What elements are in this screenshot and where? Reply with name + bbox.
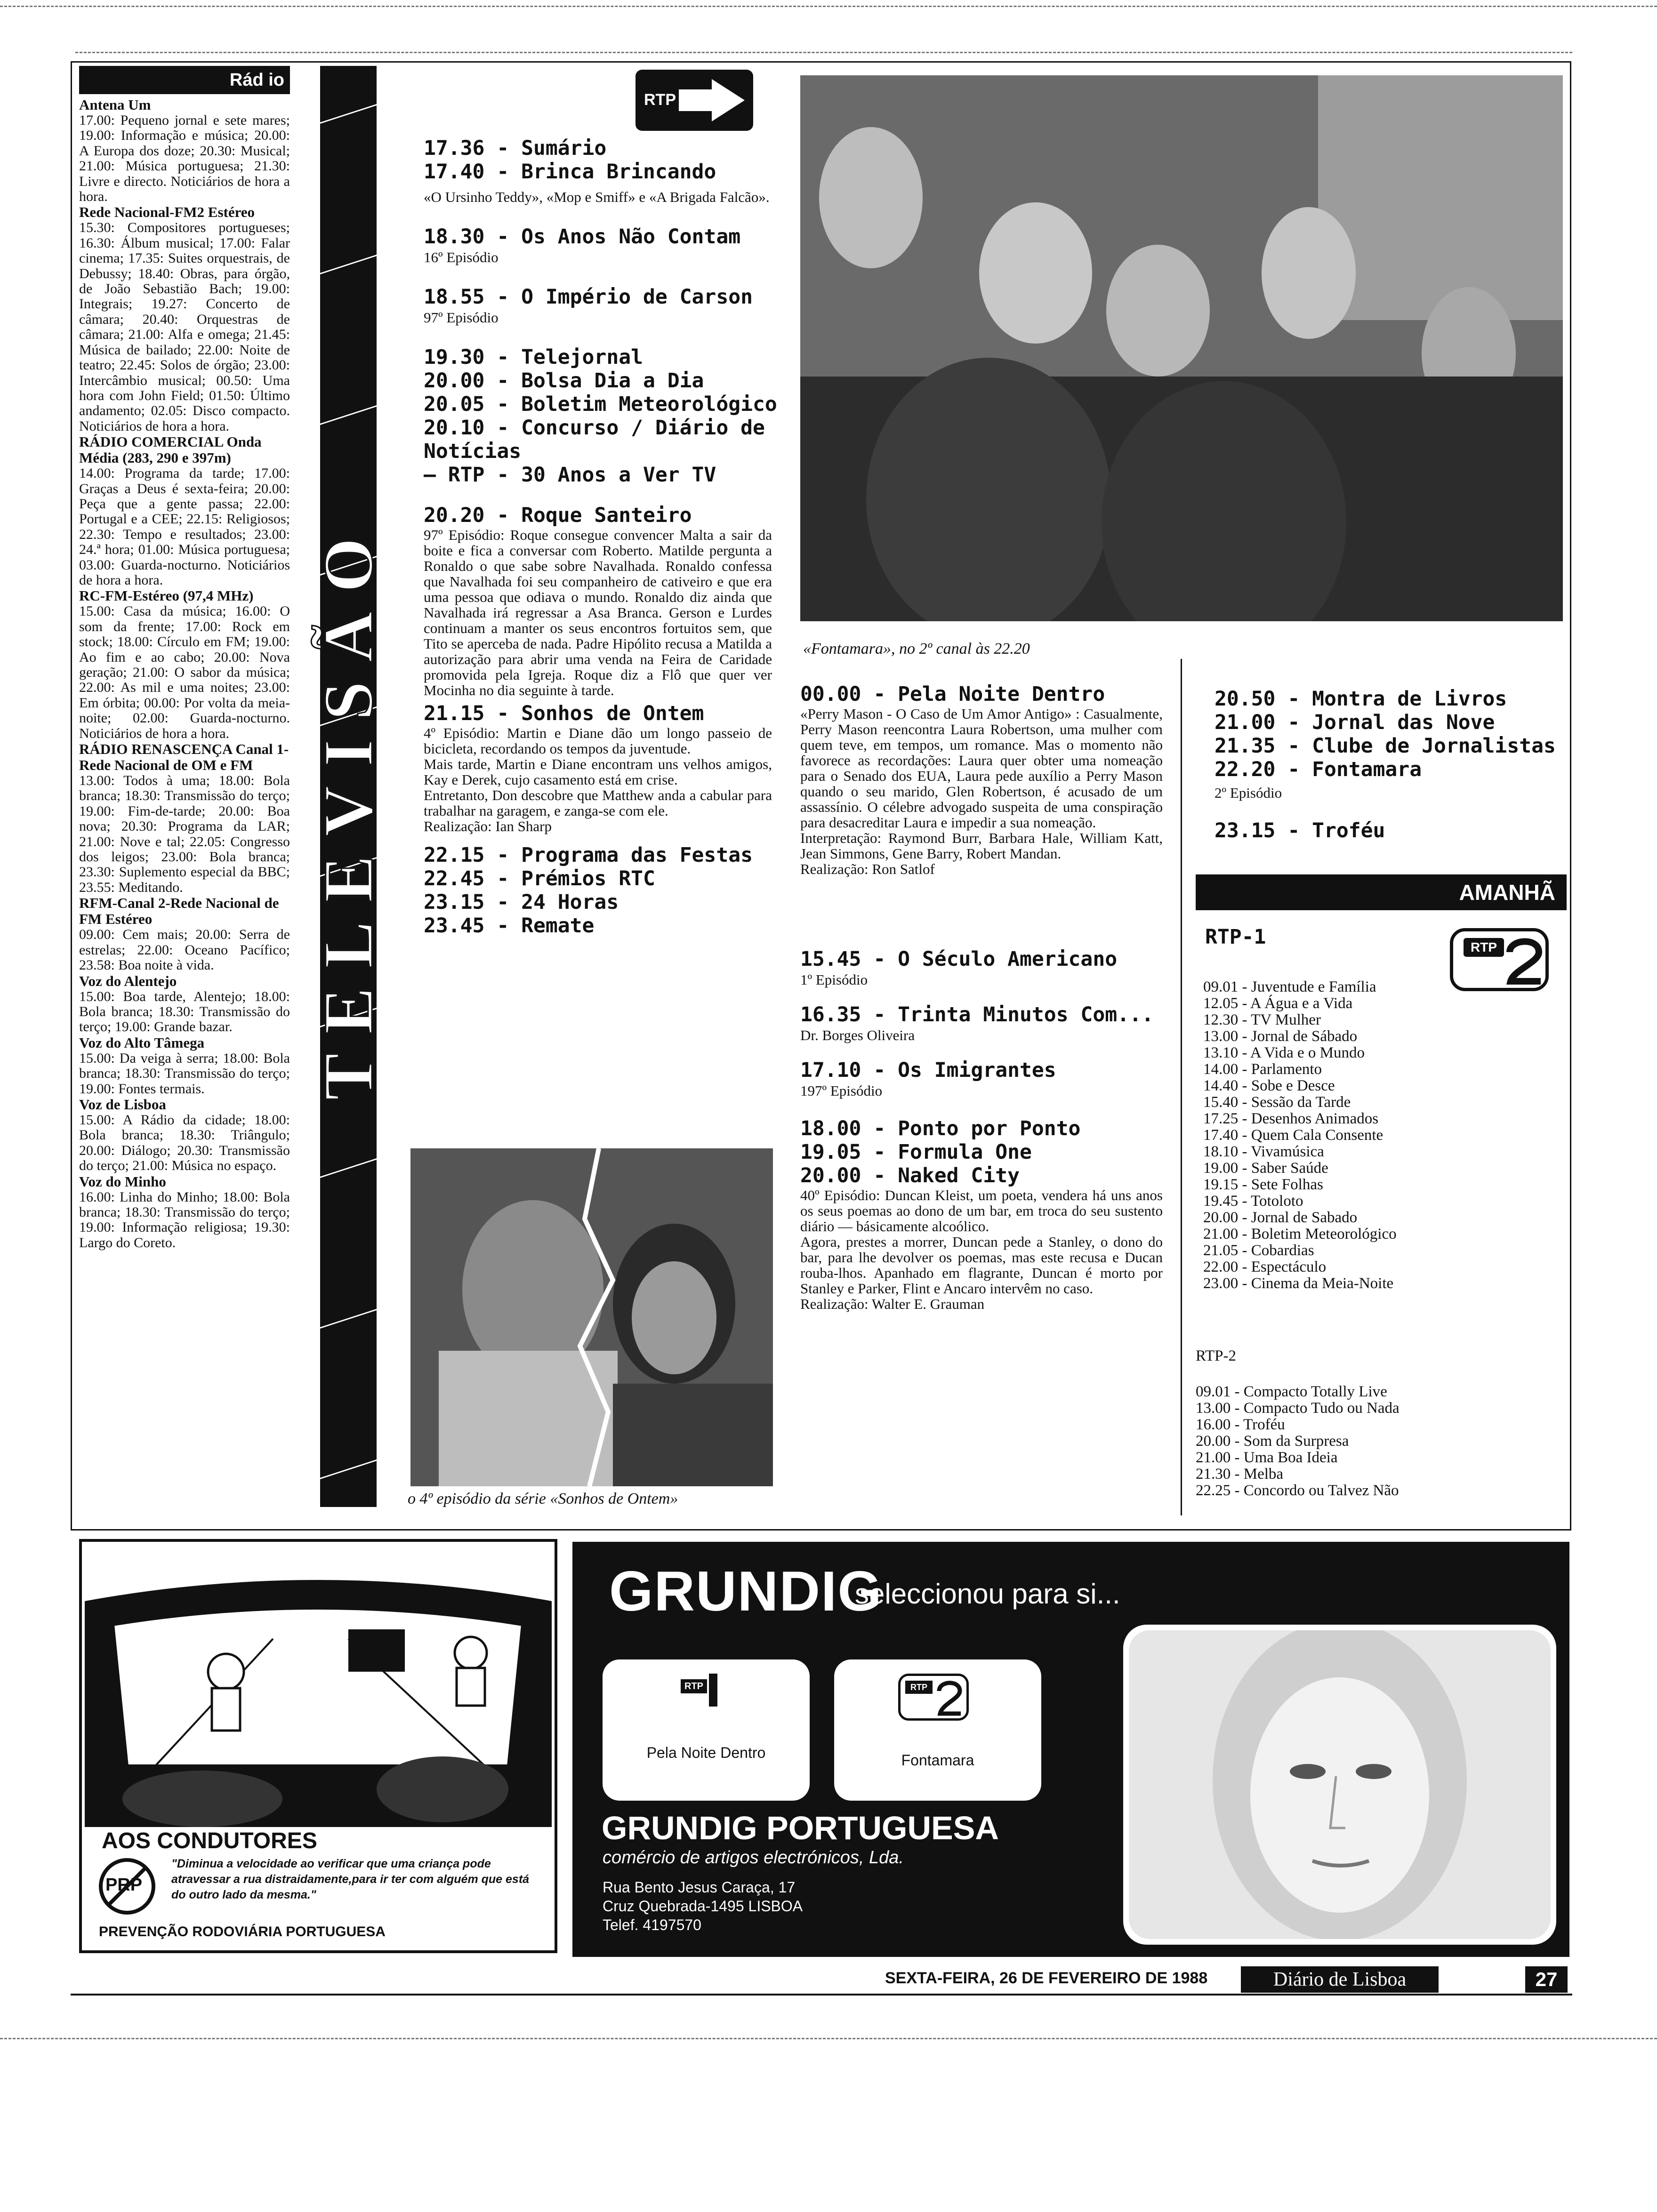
programme-desc: Entretanto, Don descobre que Matthew anda a cabular para trabalhar na garagem, e zanga-se com ele.: [424, 787, 772, 819]
station-schedule: 15.00: Casa da música; 16.00: O som da frente; 17.00: Rock em stock; 18.00: Círculo em FM; 19.00: Ao fim e ao cabo; 20.00: Nova geração; 21.00: O sabor da música; 22.00: As mil e uma noites; 23.00: Em órbita; 00.00: Por volta da meia-noite; 02.00: Guarda-nocturno. Noticiários de hora a hora.: [79, 603, 290, 741]
programme-desc: 1º Episódio: [800, 971, 868, 988]
radio-station: [79, 1035, 290, 1097]
schedule-item: 19.45 - Totoloto: [1203, 1193, 1303, 1210]
rtp2-logo: [1450, 928, 1549, 991]
station-name: Voz do Alentejo: [79, 972, 177, 989]
programme-desc: 40º Episódio: Duncan Kleist, um poeta, vendera há uns anos os seus poemas ao dono de um bar, em troca do seu sustento diário — básicamente alcoólico.: [800, 1187, 1163, 1234]
top-dashed-rule: [75, 52, 1572, 53]
schedule-item: 19.15 - Sete Folhas: [1203, 1176, 1323, 1193]
prp-title: AOS CONDUTORES: [102, 1828, 317, 1853]
radio-station: [79, 588, 290, 741]
programme-title: 19.30 - Telejornal: [424, 345, 643, 369]
schedule-item: 12.05 - A Água e a Vida: [1203, 995, 1353, 1012]
radio-station: [79, 973, 290, 1035]
programme-title: 20.10 - Concurso / Diário de Notícias: [424, 416, 765, 463]
schedule-item: 13.00 - Jornal de Sábado: [1203, 1028, 1358, 1045]
station-name: Voz de Lisboa: [79, 1096, 166, 1113]
band-stripe: [320, 255, 377, 274]
grundig-brand: GRUNDIG: [609, 1560, 883, 1623]
fontamara-photo: [800, 75, 1563, 621]
photo-caption: o 4º episódio da série «Sonhos de Ontem»: [408, 1490, 678, 1507]
programme-cast: Interpretação: Raymond Burr, Barbara Hale, William Katt, Jean Simmons, Gene Barry, Robert Mandan.: [800, 830, 1163, 862]
grundig-advert: [572, 1542, 1569, 1957]
station-schedule: 09.00: Cem mais; 20.00: Serra de estrelas; 22.00: Oceano Pacífico; 23.58: Boa noite à vida.: [79, 927, 290, 973]
programme-title: 18.00 - Ponto por Ponto: [800, 1117, 1081, 1140]
programme-desc: Agora, prestes a morrer, Duncan pede a Stanley, o dono do bar, para lhe devolver os poemas, mas este recusa e Ducan rouba-lhos. Apanhado em flagrante, Duncan é morto por Stanley e Parker, Flint e Ancaro intervêm no caso.: [800, 1234, 1163, 1297]
rtp1-logo-text: RTP: [644, 91, 676, 109]
box-rtp1-logo: RTP: [681, 1679, 707, 1693]
station-name: Rede Nacional-FM2 Estéreo: [79, 204, 255, 221]
station-name: RC-FM-Estéreo (97,4 MHz): [79, 587, 254, 604]
footer-date: SEXTA-FEIRA, 26 DE FEVEREIRO DE 1988: [885, 1969, 1208, 1987]
footer-rule: [71, 1994, 1572, 1996]
schedule-item: 13.10 - A Vida e o Mundo: [1203, 1044, 1365, 1061]
schedule-item: 22.00 - Espectáculo: [1203, 1258, 1327, 1275]
station-name: Antena Um: [79, 96, 151, 113]
programme-desc: 16º Episódio: [424, 249, 499, 265]
radio-station-list: [79, 97, 290, 1250]
programme-title: 17.10 - Os Imigrantes: [800, 1058, 1056, 1082]
tv-screen-image: [1129, 1630, 1551, 1939]
programme-title: 20.00 - Naked City: [800, 1164, 1020, 1187]
programme-title: 22.45 - Prémios RTC: [424, 867, 655, 890]
programme-title: 20.05 - Boletim Meteorológico: [424, 393, 777, 416]
station-name: RFM-Canal 2-Rede Nacional de FM Estéreo: [79, 895, 279, 928]
band-stripe: [320, 1459, 377, 1479]
grundig-company: GRUNDIG PORTUGUESA: [602, 1810, 999, 1846]
prp-logo: [99, 1858, 155, 1915]
band-stripe: [320, 104, 377, 124]
station-name: RÁDIO RENASCENÇA Canal 1-Rede Nacional de OM e FM: [79, 741, 289, 774]
programme-credit: Realização: Ian Sharp: [424, 818, 552, 834]
programme-title: 22.20 - Fontamara: [1215, 758, 1422, 781]
car-scene-illustration: [85, 1545, 552, 1827]
footer-masthead: Diário de Lisboa: [1241, 1966, 1439, 1993]
programme-title: — RTP - 30 Anos a Ver TV: [424, 463, 716, 487]
radio-station: [79, 434, 290, 588]
rtp1-label: RTP-1: [1205, 925, 1266, 949]
grundig-phone: Telef. 4197570: [603, 1916, 701, 1933]
programme-title: 18.30 - Os Anos Não Contam: [424, 225, 741, 248]
radio-header: Rád io: [79, 66, 290, 94]
schedule-item: 21.30 - Melba: [1196, 1466, 1284, 1483]
station-schedule: 16.00: Linha do Minho; 18.00: Bola branca; 18.30: Transmissão do terço; 19.00: Informação religiosa; 19.30: Largo do Coreto.: [79, 1189, 290, 1250]
rtp1-logo: [635, 70, 753, 131]
grundig-address-line1: Rua Bento Jesus Caraça, 17: [603, 1879, 796, 1896]
programme-title: 17.36 - Sumário: [424, 136, 607, 160]
tv-screen: [1123, 1625, 1556, 1945]
schedule-item: 17.40 - Quem Cala Consente: [1203, 1127, 1384, 1144]
schedule-item: 09.01 - Compacto Totally Live: [1196, 1383, 1387, 1400]
box-rtp2-label: Fontamara: [901, 1752, 974, 1769]
television-band: [309, 66, 387, 1507]
programme-title: 21.15 - Sonhos de Ontem: [424, 702, 704, 725]
rtp2-label: RTP-2: [1196, 1347, 1237, 1364]
programme-title: 20.50 - Montra de Livros: [1215, 687, 1507, 711]
programme-title: 18.55 - O Império de Carson: [424, 285, 753, 309]
station-schedule: 14.00: Programa da tarde; 17.00: Graças a Deus é sexta-feira; 20.00: Peça que a gente passa; 22.00: Portugal e a CEE; 22.15: Religiosos; 22.30: Tempo e resultados; 23.00: 24.ª hora; 01.00: Música portuguesa; 03.00: Guarda-nocturno. Noticiários de hora a hora.: [79, 465, 290, 588]
programme-title: 22.15 - Programa das Festas: [424, 843, 753, 867]
station-schedule: 17.00: Pequeno jornal e sete mares; 19.00: Informação e música; 20.00: A Europa dos doze; 20.30: Musical; 21.00: Música portuguesa; 21.30: Livre e directo. Noticiários de hora a hora.: [79, 112, 290, 205]
programme-desc: 2º Episódio: [1215, 785, 1282, 801]
programme-title: 16.35 - Trinta Minutos Com...: [800, 1003, 1154, 1026]
programme-credit: Realização: Ron Satlof: [800, 861, 935, 877]
programme-credit: Realização: Walter E. Grauman: [800, 1296, 985, 1312]
radio-station: [79, 741, 290, 895]
rtp1-arrow-icon: [679, 79, 745, 121]
rtp2-schedule-column: [800, 682, 1167, 1312]
programme-title: 21.35 - Clube de Jornalistas: [1215, 734, 1556, 758]
grundig-rtp2-box: [834, 1659, 1041, 1801]
station-name: RÁDIO COMERCIAL Onda Média (283, 290 e 397m): [79, 433, 262, 466]
programme-title: 23.15 - 24 Horas: [424, 890, 619, 914]
schedule-item: 19.00 - Saber Saúde: [1203, 1160, 1328, 1177]
programme-title: 21.00 - Jornal das Nove: [1215, 711, 1495, 734]
station-name: Voz do Minho: [79, 1173, 166, 1190]
schedule-item: 16.00 - Troféu: [1196, 1416, 1285, 1433]
prp-logo-text: PRP: [105, 1875, 143, 1895]
radio-station: [79, 1097, 290, 1174]
schedule-item: 09.01 - Juventude e Família: [1203, 978, 1376, 995]
radio-station: [79, 204, 290, 434]
box-rtp2-logo: [898, 1674, 969, 1721]
rtp2-numeral-icon: [1504, 934, 1544, 986]
programme-desc: Dr. Borges Oliveira: [800, 1027, 915, 1043]
programme-title: 20.00 - Bolsa Dia a Dia: [424, 369, 704, 393]
schedule-item: 18.10 - Vivamúsica: [1203, 1143, 1324, 1160]
rtp1-schedule-column: [424, 136, 781, 938]
station-schedule: 15.00: Boa tarde, Alentejo; 18.00: Bola branca; 18.30: Transmissão do terço; 19.00: Grande bazar.: [79, 988, 290, 1035]
programme-title: 15.45 - O Século Americano: [800, 947, 1118, 971]
band-stripe: [320, 405, 377, 425]
band-stripe: [320, 1309, 377, 1329]
station-schedule: 15.30: Compositores portugueses; 16.30: Álbum musical; 17.00: Falar cinema; 17.35: Suites orquestrais, de Debussy; 18.40: Obras, para órgão, de João Sebastião Bach; 19.00: Integrais; 19.27: Concerto de câmara; 20.40: Orquestras de câmara; 21.00: Alfa e omega; 21.45: Música de bailado; 22.00: Noite de teatro; 22.45: Solos de órgão; 23.00: Intercâmbio musical; 00.50: Uma hora com John Field; 01.50: Último andamento; 02.05: Disco compacto. Noticiários de hora a hora.: [79, 220, 290, 434]
schedule-item: 20.00 - Jornal de Sabado: [1203, 1209, 1358, 1226]
amanha-header: AMANHÃ: [1196, 874, 1567, 910]
station-name: Voz do Alto Tâmega: [79, 1034, 205, 1051]
programme-title: 23.45 - Remate: [424, 914, 595, 938]
programme-desc: «Perry Mason - O Caso de Um Amor Antigo» : Casualmente, Perry Mason reencontra Laura Robertson, uma mulher com quem teve, em tempos, um romance. Mas o momento não favorece as recordações: Laura quer obter uma nomeação para o Senado dos EUA, Laura pede auxílio a Perry Mason quando o seu marido, Glen Robertson, é acusado de um assassínio. O célebre advogado suspeita de uma conspiração para desacreditar Laura e impedir a sua nomeação.: [800, 705, 1163, 831]
schedule-item: 21.00 - Boletim Meteorológico: [1203, 1226, 1397, 1242]
prp-organisation: PREVENÇÃO RODOVIÁRIA PORTUGUESA: [99, 1924, 386, 1940]
programme-title: 23.15 - Troféu: [1215, 819, 1385, 842]
grundig-company-sub: comércio de artigos electrónicos, Lda.: [603, 1848, 904, 1867]
rtp2-evening-column: [1215, 687, 1563, 842]
programme-desc: 197º Episódio: [800, 1082, 883, 1099]
radio-station: [79, 895, 290, 973]
grundig-address-line2: Cruz Quebrada-1495 LISBOA: [603, 1898, 803, 1915]
programme-title: 00.00 - Pela Noite Dentro: [800, 682, 1105, 706]
radio-column: [79, 66, 290, 1507]
photo-illustration: [410, 1148, 773, 1486]
programme-title: 17.40 - Brinca Brincando: [424, 160, 716, 184]
programme-desc: 4º Episódio: Martin e Diane dão um longo passeio de bicicleta, recordando os tempos da juventude.: [424, 725, 772, 757]
box-rtp1-label: Pela Noite Dentro: [646, 1744, 766, 1761]
prp-advert: [79, 1539, 557, 1953]
prp-quote: "Diminua a velocidade ao verificar que uma criança pode atravessar a rua distraidamente,para ir ter com alguém que está do outro lado da mesma.": [171, 1857, 530, 1901]
box-rtp2-logo-text: RTP: [905, 1681, 933, 1694]
programme-title: 20.20 - Roque Santeiro: [424, 504, 692, 527]
column-divider: [1181, 659, 1182, 1515]
programme-desc: Mais tarde, Martin e Diane encontram uns velhos amigos, Kay e Derek, cujo casamento está em crise.: [424, 756, 772, 788]
schedule-item: 13.00 - Compacto Tudo ou Nada: [1196, 1400, 1400, 1417]
schedule-item: 21.05 - Cobardias: [1203, 1242, 1314, 1259]
television-title: TELEVISÃO: [309, 519, 387, 1100]
programme-desc: 97º Episódio: Roque consegue convencer Malta a sair da boite e fica a conversar com Roberto. Matilde pergunta a Ronaldo o que sabe sobre Navalhada. Ronaldo confessa que Navalhada foi seu companheiro de cativeiro e que era uma pessoa que odiava o mundo. Ronaldo diz ainda que Navalhada irá regressar a Asa Branca. Gerson e Lurdes continuam a manter os seus encontros fortuitos sem, que Tito se aperceba de nada. Padre Hipólito recusa a Matilda a autorização para abrir uma venda na Feira de Caridade promovida pela Igreja. Roque diz a Flô que quer ver Mocinha no dia seguinte à tarde.: [424, 527, 772, 698]
photo-illustration: [800, 75, 1563, 621]
footer-page-number: 27: [1525, 1966, 1568, 1993]
rtp1-tomorrow-list: [1203, 979, 1397, 1292]
box-rtp2-numeral-icon: [935, 1678, 964, 1717]
schedule-item: 23.00 - Cinema da Meia-Noite: [1203, 1275, 1394, 1292]
station-schedule: 15.00: Da veiga à serra; 18.00: Bola branca; 18.30: Transmissão do terço; 19.00: Fontes termais.: [79, 1050, 290, 1097]
programme-title: 19.05 - Formula One: [800, 1140, 1032, 1164]
prp-slash-icon: [103, 1862, 152, 1911]
rtp2-tomorrow-list: [1196, 1384, 1400, 1499]
schedule-item: 14.00 - Parlamento: [1203, 1061, 1322, 1078]
schedule-item: 20.00 - Som da Surpresa: [1196, 1433, 1349, 1450]
programme-desc: 97º Episódio: [424, 309, 499, 326]
rtp2-logo-text: RTP: [1464, 938, 1504, 957]
schedule-item: 17.25 - Desenhos Animados: [1203, 1110, 1379, 1127]
station-schedule: 13.00: Todos à uma; 18.00: Bola branca; 18.30: Transmissão do terço; 19.00: Fim-de-tarde; 20.00: Boa nova; 20.30: Programa da LAR; 21.00: Nove e tal; 22.05: Congresso dos leigos; 23.00: Bola branca; 23.30: Suplemento especial da BBC; 23.55: Meditando.: [79, 773, 290, 895]
radio-station: [79, 1174, 290, 1251]
grundig-tagline: seleccionou para si...: [855, 1578, 1120, 1610]
schedule-item: 12.30 - TV Mulher: [1203, 1011, 1321, 1028]
radio-station: [79, 97, 290, 204]
box-rtp1-numeral-icon: [709, 1674, 717, 1707]
programme-desc: «O Ursinho Teddy», «Mop e Smiff» e «A Brigada Falcão».: [424, 189, 770, 205]
station-schedule: 15.00: A Rádio da cidade; 18.00: Bola branca; 18.30: Triângulo; 20.00: Diálogo; 20.30: Transmissão do terço; 21.00: Música no espaço.: [79, 1112, 290, 1174]
schedule-item: 22.25 - Concordo ou Talvez Não: [1196, 1482, 1399, 1499]
bottom-dashed-rule: [0, 2038, 1657, 2039]
band-stripe: [320, 1158, 377, 1178]
schedule-item: 21.00 - Uma Boa Ideia: [1196, 1449, 1338, 1466]
schedule-item: 15.40 - Sessão da Tarde: [1203, 1094, 1351, 1111]
top-border: [0, 6, 1657, 7]
schedule-item: 14.40 - Sobe e Desce: [1203, 1077, 1335, 1094]
sonhos-de-ontem-photo: [410, 1148, 773, 1486]
photo-caption: «Fontamara», no 2º canal às 22.20: [803, 640, 1030, 657]
grundig-rtp1-box: [603, 1659, 810, 1801]
